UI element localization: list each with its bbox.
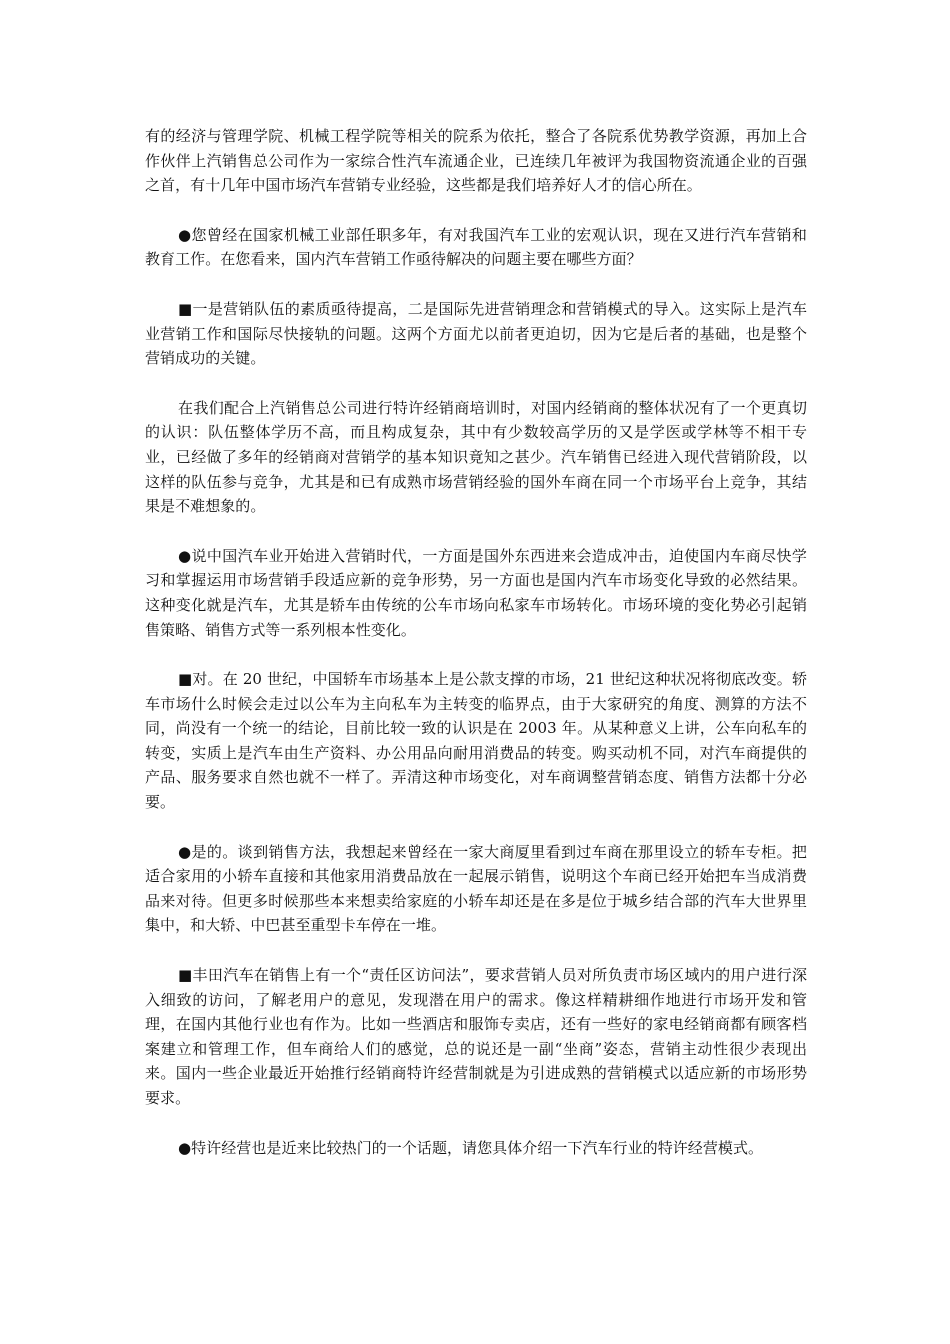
paragraph-5-question: ●说中国汽车业开始进入营销时代，一方面是国外东西进来会造成冲击，迫使国内车商尽快学习和掌握运用市场营销手段适应新的竞争形势，另一方面也是国内汽车市场变化导致的必然结果。这种变化就是汽车，尤其是轿车由传统的公车市场向私家车市场转化。市场环境的变化势必引起销售策略、销售方式等一系列根本性变化。 <box>145 546 807 639</box>
paragraph-9-question: ●特许经营也是近来比较热门的一个话题，请您具体介绍一下汽车行业的特许经营模式。 <box>178 1138 764 1157</box>
paragraph-1: 有的经济与管理学院、机械工程学院等相关的院系为依托，整合了各院系优势教学资源，再加上合作伙伴上汽销售总公司作为一家综合性汽车流通企业，已连续几年被评为我国物资流通企业的百强之首，有十几年中国市场汽车营销专业经验，这些都是我们培养好人才的信心所在。 <box>145 127 807 195</box>
paragraph-3-answer: ■一是营销队伍的素质亟待提高，二是国际先进营销理念和营销模式的导入。这实际上是汽车业营销工作和国际尽快接轨的问题。这两个方面尤以前者更迫切，因为它是后者的基础，也是整个营销成功的关键。 <box>145 299 807 368</box>
document-body <box>145 124 807 1185</box>
paragraph-6-answer: ■对。在 20 世纪，中国轿车市场基本上是公款支撑的市场，21 世纪这种状况将彻底改变。轿车市场什么时候会走过以公车为主向私车为主转变的临界点，由于大家研究的角度、测算的方法不同，尚没有一个统一的结论，目前比较一致的认识是在 2003 年。从某种意义上讲，公车向私车的转变，实质上是汽车由生产资料、办公用品向耐用消费品的转变。购买动机不同，对汽车商提供的产品、服务要求自然也就不一样了。弄清这种市场变化，对车商调整营销态度、销售方法都十分必要。 <box>145 670 807 812</box>
paragraph-4: 在我们配合上汽销售总公司进行特许经销商培训时，对国内经销商的整体状况有了一个更真切的认识：队伍整体学历不高，而且构成复杂，其中有少数较高学历的又是学医或学林等不相干专业，已经做了多年的经销商对营销学的基本知识竟知之甚少。汽车销售已经进入现代营销阶段，以这样的队伍参与竞争，尤其是和已有成熟市场营销经验的国外车商在同一个市场平台上竞争，其结果是不难想象的。 <box>145 398 807 516</box>
paragraph-7-question: ●是的。谈到销售方法，我想起来曾经在一家大商厦里看到过车商在那里设立的轿车专柜。把适合家用的小轿车直接和其他家用消费品放在一起展示销售，说明这个车商已经开始把车当成消费品来对待。但更多时候那些本来想卖给家庭的小轿车却还是在多是位于城乡结合部的汽车大世界里集中，和大轿、中巴甚至重型卡车停在一堆。 <box>145 842 807 935</box>
paragraph-2-question: ●您曾经在国家机械工业部任职多年，有对我国汽车工业的宏观认识，现在又进行汽车营销和教育工作。在您看来，国内汽车营销工作亟待解决的问题主要在哪些方面？ <box>145 225 807 269</box>
paragraph-8-answer: ■丰田汽车在销售上有一个“责任区访问法”，要求营销人员对所负责市场区域内的用户进行深入细致的访问，了解老用户的意见，发现潜在用户的需求。像这样精耕细作地进行市场开发和管理，在国内其他行业也有作为。比如一些酒店和服饰专卖店，还有一些好的家电经销商都有顾客档案建立和管理工作，但车商给人们的感觉，总的说还是一副“坐商”姿态，营销主动性很少表现出来。国内一些企业最近开始推行经销商特许经营制就是为引进成熟的营销模式以适应新的市场形势要求。 <box>145 966 807 1107</box>
